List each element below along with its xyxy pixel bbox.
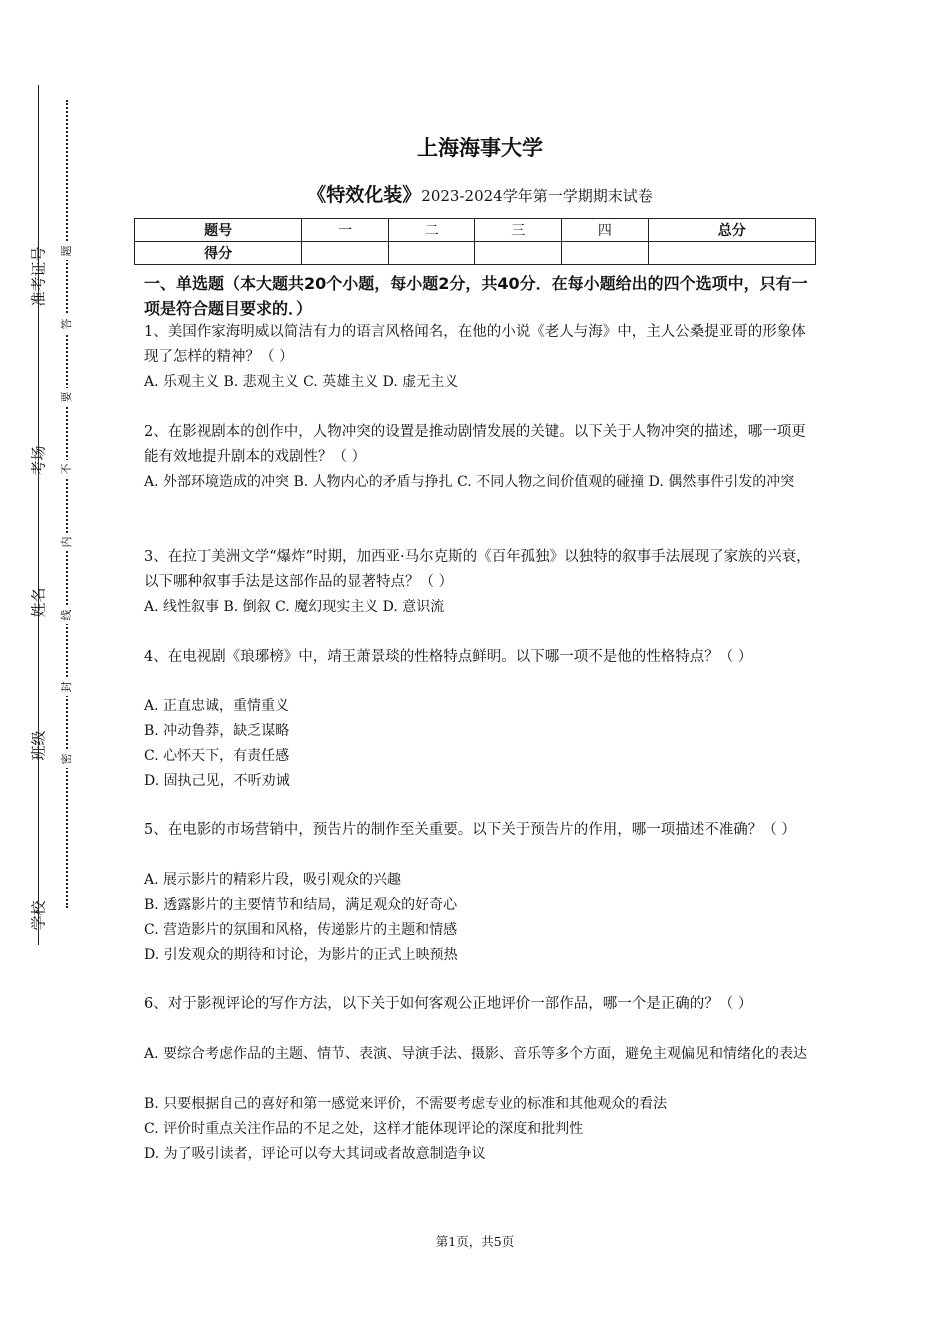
- score-table-cell: 二: [388, 219, 475, 242]
- option-d: D. 引发观众的期待和讨论，为影片的正式上映预热: [144, 947, 458, 963]
- seal-char: 内: [60, 533, 74, 551]
- exam-term: 2023-2024学年第一学期期末试卷: [421, 187, 653, 205]
- section-header: 一、单选题（本大题共20个小题，每小题2分，共40分．在每小题给出的四个选项中，只有一项是符合题目要求的．）: [144, 274, 808, 318]
- score-input-cell[interactable]: [562, 242, 649, 265]
- page-number: 第1页，共5页: [435, 1234, 515, 1249]
- score-table-cell: 一: [302, 219, 389, 242]
- option-a: A. 要综合考虑作品的主题、情节、表演、导演手法、摄影、音乐等多个方面，避免主观偏见和情绪化的表达: [144, 1046, 808, 1062]
- seal-char: 密: [60, 750, 74, 768]
- option-d: D. 固执己见，不听劝诫: [144, 773, 290, 789]
- score-table-cell: 得分: [135, 242, 302, 265]
- option-b: B. 透露影片的主要情节和结局，满足观众的好奇心: [144, 897, 458, 913]
- score-input-cell[interactable]: [475, 242, 562, 265]
- score-table-cell: 四: [562, 219, 649, 242]
- exam-id-label: 准考证号: [29, 246, 48, 307]
- score-table: [134, 218, 816, 265]
- exam-title: [140, 180, 820, 207]
- option-b: B. 只要根据自己的喜好和第一感觉来评价，不需要考虑专业的标准和其他观众的看法: [144, 1096, 668, 1112]
- score-input-cell[interactable]: [648, 242, 815, 265]
- option-b: B. 冲动鲁莽，缺乏谋略: [144, 723, 290, 739]
- question-stem: 1、美国作家海明威以简洁有力的语言风格闻名，在他的小说《老人与海》中，主人公桑提亚哥的形象体现了怎样的精神？（ ）: [144, 324, 806, 365]
- seal-char: 线: [60, 606, 74, 624]
- option-c: C. 心怀天下，有责任感: [144, 748, 290, 764]
- option-c: C. 评价时重点关注作品的不足之处，这样才能体现评论的深度和批判性: [144, 1121, 584, 1137]
- seal-char: 不: [60, 460, 74, 478]
- question-stem: 3、在拉丁美洲文学“爆炸”时期，加西亚·马尔克斯的《百年孤独》以独特的叙事手法展现了家族的兴衰，以下哪种叙事手法是这部作品的显著特点？（ ）: [144, 549, 811, 590]
- question-options: A. 外部环境造成的冲突 B. 人物内心的矛盾与挣扎 C. 不同人物之间价值观的碰撞 D. 偶然事件引发的冲突: [144, 474, 795, 490]
- option-a: A. 展示影片的精彩片段，吸引观众的兴趣: [144, 872, 402, 888]
- seal-char: 题: [60, 242, 74, 260]
- question-stem: 5、在电影的市场营销中，预告片的制作至关重要。以下关于预告片的作用，哪一项描述不准确？（ ）: [144, 822, 796, 838]
- school-title: 上海海事大学: [417, 136, 543, 160]
- school-label: 学校: [29, 900, 48, 931]
- score-input-cell[interactable]: [302, 242, 389, 265]
- binding-margin: [0, 0, 110, 1344]
- option-d: D. 为了吸引读者，评论可以夸大其词或者故意制造争议: [144, 1146, 486, 1162]
- seal-char: 要: [60, 388, 74, 406]
- binding-solid-line: [38, 85, 39, 945]
- question-stem: 4、在电视剧《琅琊榜》中，靖王萧景琰的性格特点鲜明。以下哪一项不是他的性格特点？（ ）: [144, 649, 753, 665]
- option-a: A. 正直忠诚，重情重义: [144, 698, 290, 714]
- course-name: 《特效化装》: [307, 184, 422, 206]
- question-stem: 6、对于影视评论的写作方法，以下关于如何客观公正地评价一部作品，哪一个是正确的？（ ）: [144, 996, 753, 1012]
- score-table-score-row: [135, 242, 816, 265]
- score-input-cell[interactable]: [388, 242, 475, 265]
- question-options: A. 线性叙事 B. 倒叙 C. 魔幻现实主义 D. 意识流: [144, 599, 445, 615]
- exam-room-label: 考场: [29, 445, 48, 476]
- score-table-header-row: [135, 219, 816, 242]
- name-label: 姓名: [29, 587, 48, 618]
- option-c: C. 营造影片的氛围和风格，传递影片的主题和情感: [144, 922, 458, 938]
- question-stem: 2、在影视剧本的创作中，人物冲突的设置是推动剧情发展的关键。以下关于人物冲突的描述，哪一项更能有效地提升剧本的戏剧性？（ ）: [144, 424, 806, 465]
- question-options: A. 乐观主义 B. 悲观主义 C. 英雄主义 D. 虚无主义: [144, 374, 459, 390]
- class-label: 班级: [29, 730, 48, 761]
- seal-char: 答: [60, 315, 74, 333]
- score-table-cell: 总分: [648, 219, 815, 242]
- score-table-cell: 题号: [135, 219, 302, 242]
- score-table-cell: 三: [475, 219, 562, 242]
- seal-char: 封: [60, 678, 74, 696]
- seal-dotted-line: [66, 100, 68, 908]
